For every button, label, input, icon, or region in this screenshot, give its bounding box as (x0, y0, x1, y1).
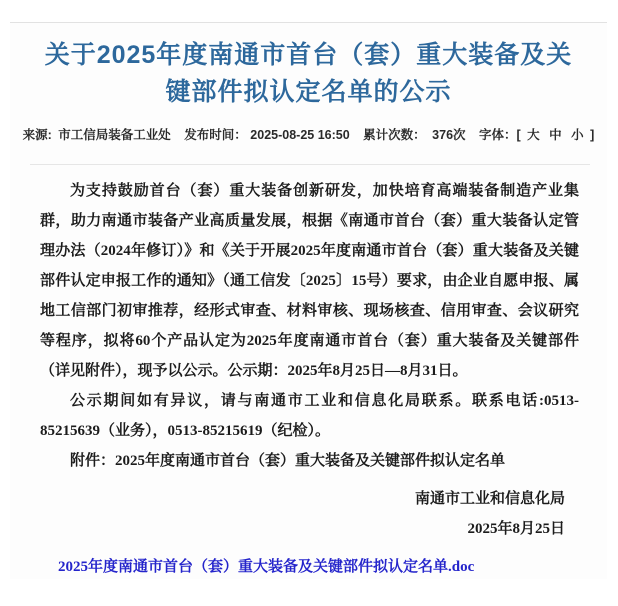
font-size-small-button[interactable]: 小 (571, 128, 584, 142)
attachment-line: 附件：2025年度南通市首台（套）重大装备及关键部件拟认定名单 (70, 453, 506, 469)
font-size-medium-button[interactable]: 中 (549, 128, 562, 142)
article-body (10, 165, 607, 582)
article-meta (10, 125, 607, 143)
meta-source-value: 市工信局装备工业处 (58, 128, 171, 142)
attachment-link[interactable]: 2025年度南通市首台（套）重大装备及关键部件拟认定名单.doc (58, 559, 475, 575)
signature-block (40, 484, 579, 544)
meta-publish-value: 2025-08-25 16:50 (250, 128, 350, 142)
paragraph-intro: 为支持鼓励首台（套）重大装备创新研发，加快培育高端装备制造产业集群，助力南通市装备产业高质量发展，根据《南通市首台（套）重大装备认定管理办法（2024年修订）》和《关于开展2025年度南通市首台（套）重大装备及关键部件认定申报工作的通知》（通工信发〔2025〕15号）要求，由企业自愿申报、属地工信部门初审推荐，经形式审查、材料审核、现场核查、信用审查、会议研究等程序，拟将60个产品认定为2025年度南通市首台（套）重大装备及关键部件（详见附件），现予以公示。公示期：2025年8月25日—8月31日。 (40, 183, 579, 379)
meta-views-value: 376次 (432, 128, 466, 142)
meta-font-close: ] (590, 128, 595, 142)
font-size-large-button[interactable]: 大 (527, 128, 540, 142)
article-panel (10, 22, 607, 579)
page-title: 关于2025年度南通市首台（套）重大装备及关键部件拟认定名单的公示 (44, 41, 573, 106)
meta-publish-label: 发布时间： (184, 128, 247, 142)
issuing-authority: 南通市工业和信息化局 (414, 491, 565, 507)
meta-font-label: 字体：[ (479, 128, 521, 142)
meta-source-label: 来源: (22, 128, 52, 142)
paragraph-contact: 公示期间如有异议，请与南通市工业和信息化局联系。联系电话:0513-85215639（业务），0513-85215619（纪检）。 (40, 393, 579, 439)
meta-views-label: 累计次数： (363, 128, 426, 142)
publish-date: 2025年8月25日 (467, 521, 565, 537)
